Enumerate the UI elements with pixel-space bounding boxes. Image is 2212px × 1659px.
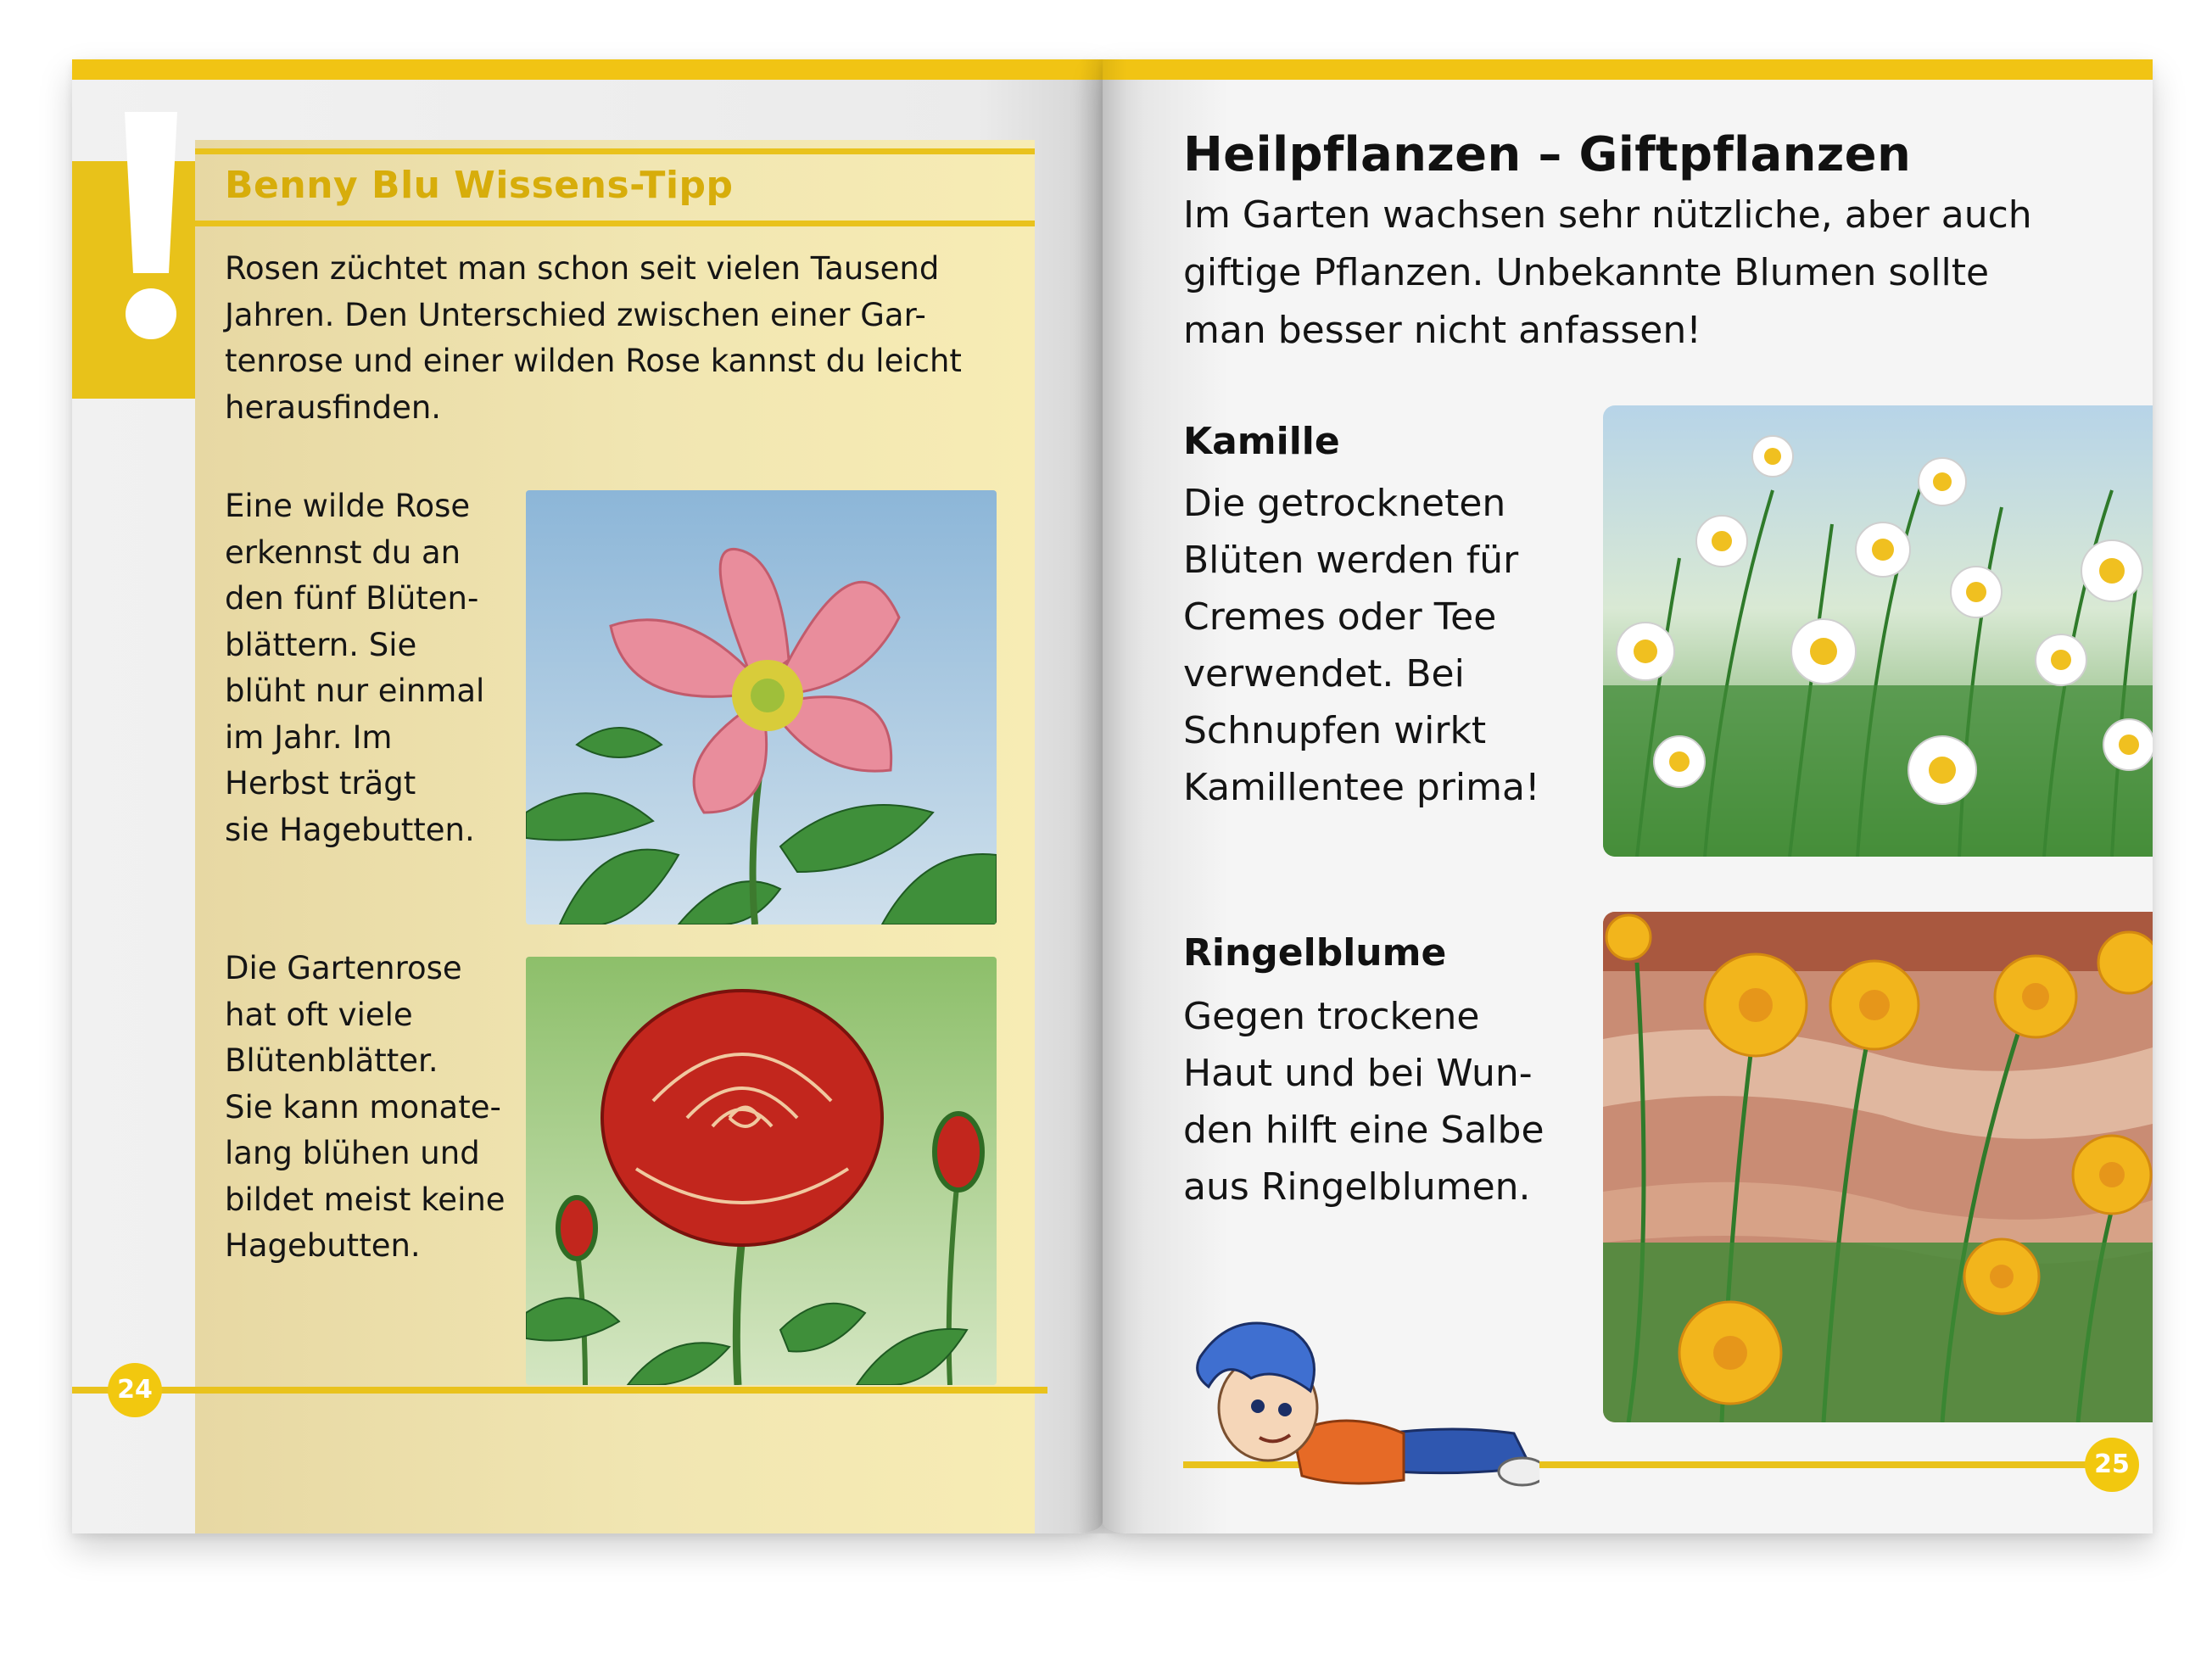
plant-text-kamille: Die getrockneten Blüten werden für Cremes oder Tee verwendet. Bei Schnupfen wirkt Kamillentee prima! [1183, 482, 1540, 809]
tip-intro: Rosen züchtet man schon seit vielen Tausend Jahren. Den Unterschied zwischen einer Gar- tenrose und einer wilden Rose kannst du leicht herausfinden. [225, 250, 962, 426]
page-number-badge: 24 [108, 1363, 162, 1417]
tip-heading: Benny Blu Wissens-Tipp [225, 164, 734, 207]
chamomile-illustration [1603, 405, 2153, 857]
plant-heading-ringelblume: Ringelblume [1183, 931, 1447, 975]
page-title: Heilpflanzen – Giftpflanzen [1183, 127, 1912, 182]
intro-text: Im Garten wachsen sehr nützliche, aber auch giftige Pflanzen. Unbekannte Blumen sollte man besser nicht anfassen! [1183, 193, 2032, 352]
right-page [1103, 59, 2153, 1533]
top-color-band [1103, 59, 2153, 80]
wild-rose-illustration [526, 490, 997, 924]
page-number-badge: 25 [2085, 1438, 2139, 1492]
exclamation-icon [121, 112, 181, 341]
tip-heading-rule [195, 221, 1035, 226]
plant-heading-kamille: Kamille [1183, 420, 1340, 463]
left-page [72, 59, 1103, 1533]
bottom-rule [72, 1387, 1047, 1394]
garden-rose-illustration [526, 957, 997, 1385]
wild-rose-text: Eine wilde Rose erkennst du an den fünf Blüten- blättern. Sie blüht nur einmal im Jahr. Im Herbst trägt sie Hagebutten. [225, 488, 485, 848]
tip-top-rule [195, 148, 1035, 154]
plant-text-ringelblume: Gegen trockene Haut und bei Wun- den hilft eine Salbe aus Ringelblumen. [1183, 995, 1544, 1209]
top-color-band [72, 59, 1103, 80]
benny-blu-mascot [1175, 1306, 1539, 1493]
garden-rose-text: Die Gartenrose hat oft viele Blütenblätter. Sie kann monate- lang blühen und bildet meist keine Hagebutten. [225, 950, 506, 1264]
calendula-illustration [1603, 912, 2153, 1422]
